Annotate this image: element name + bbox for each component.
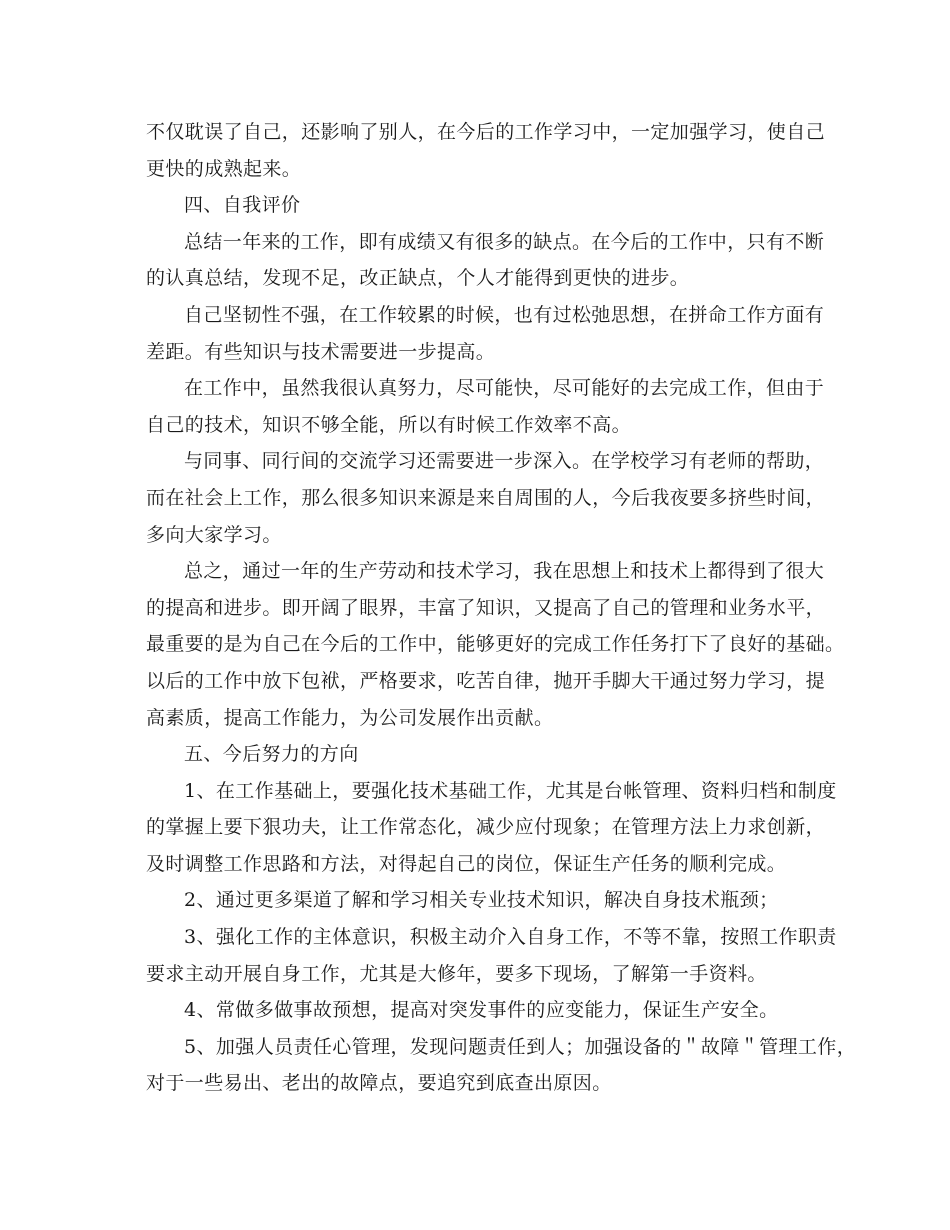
text-line: 而在社会上工作，那么很多知识来源是来自周围的人，今后我夜要多挤些时间， xyxy=(146,486,826,509)
text-line: 更快的成熟起来。 xyxy=(146,157,302,180)
text-line: 五、今后努力的方向 xyxy=(184,743,359,766)
text-line: 及时调整工作思路和方法，对得起自己的岗位，保证生产任务的顺利完成。 xyxy=(146,852,787,875)
text-line: 2、通过更多渠道了解和学习相关专业技术知识，解决自身技术瓶颈； xyxy=(184,889,779,912)
text-line: 四、自我评价 xyxy=(184,194,301,217)
body-text xyxy=(146,114,857,1102)
text-line: 4、常做多做事故预想，提高对突发事件的应变能力，保证生产安全。 xyxy=(184,999,779,1022)
text-line: 高素质，提高工作能力，为公司发展作出贡献。 xyxy=(146,706,554,729)
text-line: 要求主动开展自身工作，尤其是大修年，要多下现场，了解第一手资料。 xyxy=(146,962,767,985)
text-line: 不仅耽误了自己，还影响了别人，在今后的工作学习中，一定加强学习，使自己 xyxy=(146,121,826,143)
text-line: 5、加强人员责任心管理，发现问题责任到人；加强设备的＂故障＂管理工作， xyxy=(184,1035,857,1058)
text-line: 最重要的是为自己在今后的工作中，能够更好的完成工作任务打下了良好的基础。 xyxy=(146,633,845,656)
text-line: 以后的工作中放下包袱，严格要求，吃苦自律，抛开手脚大干通过努力学习，提 xyxy=(146,669,826,692)
text-line: 自己坚韧性不强，在工作较累的时候，也有过松弛思想，在拼命工作方面有 xyxy=(184,303,825,326)
text-line: 的提高和进步。即开阔了眼界，丰富了知识，又提高了自己的管理和业务水平， xyxy=(146,596,826,619)
text-line: 多向大家学习。 xyxy=(146,523,282,546)
text-line: 1、在工作基础上，要强化技术基础工作，尤其是台帐管理、资料归档和制度 xyxy=(184,779,837,802)
text-line: 3、强化工作的主体意识，积极主动介入自身工作，不等不靠，按照工作职责 xyxy=(184,926,837,949)
text-line: 自己的技术，知识不够全能，所以有时候工作效率不高。 xyxy=(146,413,632,436)
text-line: 在工作中，虽然我很认真努力，尽可能快，尽可能好的去完成工作，但由于 xyxy=(184,377,825,400)
text-line: 总结一年来的工作，即有成绩又有很多的缺点。在今后的工作中，只有不断 xyxy=(184,230,825,253)
text-line: 差距。有些知识与技术需要进一步提高。 xyxy=(146,340,496,363)
text-line: 与同事、同行间的交流学习还需要进一步深入。在学校学习有老师的帮助， xyxy=(184,450,825,473)
text-line: 总之，通过一年的生产劳动和技术学习，我在思想上和技术上都得到了很大 xyxy=(184,560,825,583)
text-line: 对于一些易出、老出的故障点，要追究到底查出原因。 xyxy=(146,1072,612,1095)
text-line: 的认真总结，发现不足，改正缺点，个人才能得到更快的进步。 xyxy=(146,267,690,290)
text-line: 的掌握上要下狠功夫，让工作常态化，减少应付现象；在管理方法上力求创新， xyxy=(146,816,826,839)
